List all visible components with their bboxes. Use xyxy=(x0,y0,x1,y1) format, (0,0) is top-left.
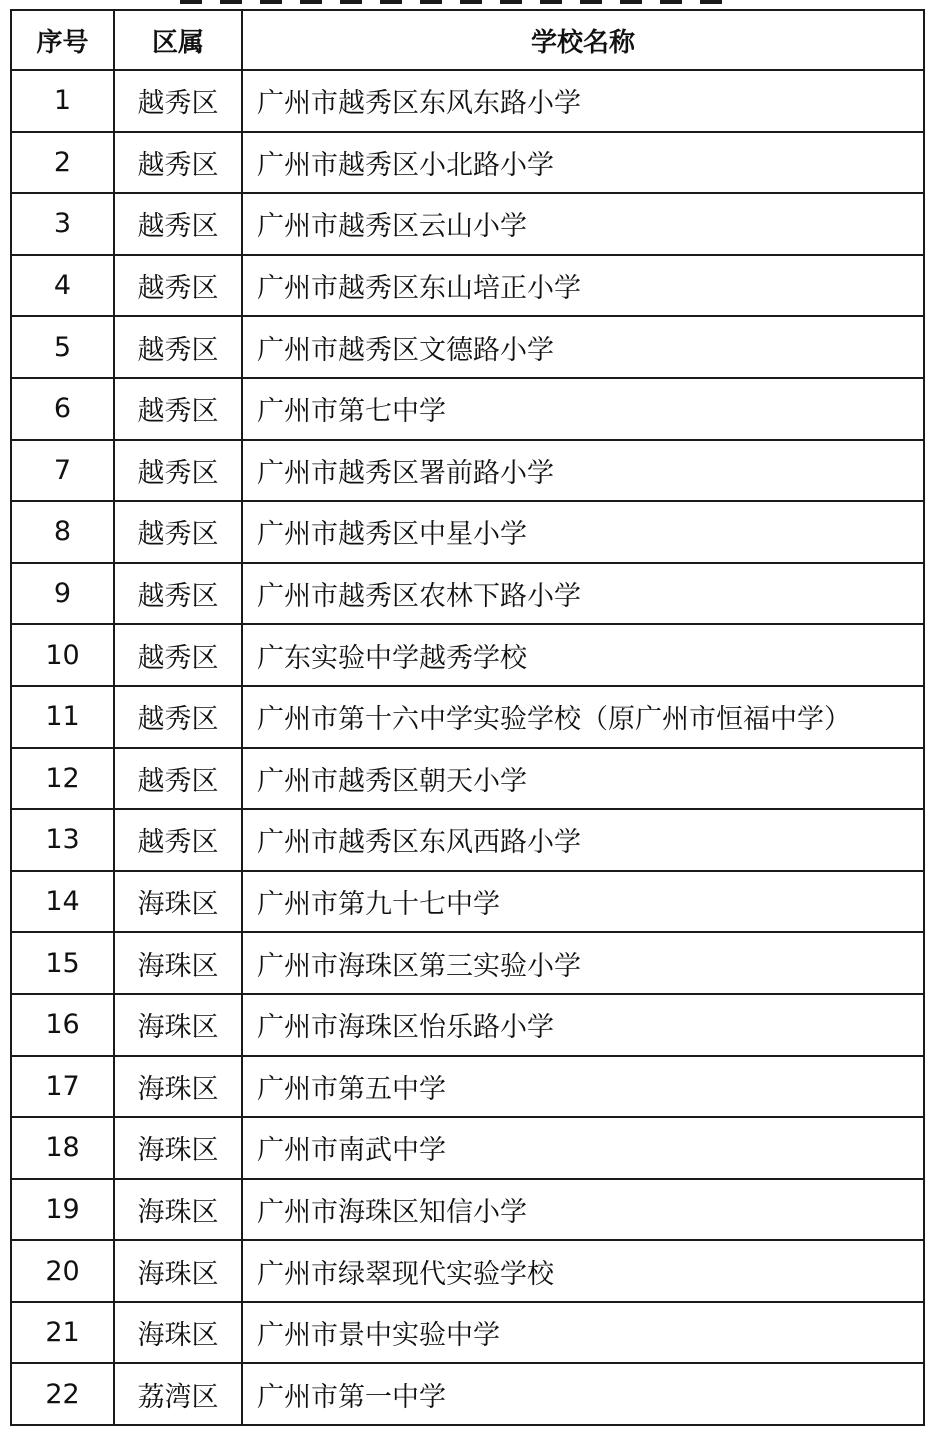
table-row xyxy=(11,440,924,502)
row-district: 越秀区 xyxy=(114,686,242,748)
row-number: 7 xyxy=(11,440,114,502)
row-district: 海珠区 xyxy=(114,932,242,994)
row-district: 越秀区 xyxy=(114,624,242,686)
row-number: 1 xyxy=(11,70,114,132)
row-district: 越秀区 xyxy=(114,132,242,194)
row-district: 海珠区 xyxy=(114,1117,242,1179)
row-school-name: 广州市越秀区中星小学 xyxy=(242,501,924,563)
row-school-name: 广州市越秀区东风西路小学 xyxy=(242,809,924,871)
table-row xyxy=(11,563,924,625)
row-school-name: 广州市越秀区东山培正小学 xyxy=(242,255,924,317)
row-school-name: 广州市海珠区怡乐路小学 xyxy=(242,994,924,1056)
row-district: 越秀区 xyxy=(114,563,242,625)
row-number: 14 xyxy=(11,871,114,933)
row-number: 21 xyxy=(11,1302,114,1364)
row-number: 8 xyxy=(11,501,114,563)
row-school-name: 广州市第五中学 xyxy=(242,1056,924,1118)
row-district: 荔湾区 xyxy=(114,1363,242,1425)
row-number: 5 xyxy=(11,316,114,378)
row-school-name: 广州市越秀区小北路小学 xyxy=(242,132,924,194)
table-row xyxy=(11,871,924,933)
row-district: 海珠区 xyxy=(114,1179,242,1241)
row-number: 9 xyxy=(11,563,114,625)
row-number: 19 xyxy=(11,1179,114,1241)
row-school-name: 广州市越秀区农林下路小学 xyxy=(242,563,924,625)
cropped-heading-fragment xyxy=(180,0,760,4)
row-district: 越秀区 xyxy=(114,809,242,871)
row-school-name: 广州市景中实验中学 xyxy=(242,1302,924,1364)
row-number: 20 xyxy=(11,1240,114,1302)
table-row xyxy=(11,132,924,194)
row-district: 越秀区 xyxy=(114,193,242,255)
row-school-name: 广州市第九十七中学 xyxy=(242,871,924,933)
table-row xyxy=(11,378,924,440)
row-school-name: 广州市越秀区东风东路小学 xyxy=(242,70,924,132)
row-district: 海珠区 xyxy=(114,1056,242,1118)
row-school-name: 广州市南武中学 xyxy=(242,1117,924,1179)
header-district: 区属 xyxy=(114,10,242,70)
table-row xyxy=(11,748,924,810)
table-row xyxy=(11,1302,924,1364)
row-number: 17 xyxy=(11,1056,114,1118)
row-school-name: 广东实验中学越秀学校 xyxy=(242,624,924,686)
row-number: 6 xyxy=(11,378,114,440)
table-row xyxy=(11,809,924,871)
table-row xyxy=(11,70,924,132)
header-school: 学校名称 xyxy=(242,10,924,70)
table-row xyxy=(11,994,924,1056)
row-district: 海珠区 xyxy=(114,871,242,933)
row-number: 12 xyxy=(11,748,114,810)
table-row xyxy=(11,932,924,994)
table-row xyxy=(11,316,924,378)
row-district: 海珠区 xyxy=(114,994,242,1056)
row-district: 越秀区 xyxy=(114,501,242,563)
table-row xyxy=(11,624,924,686)
table-row xyxy=(11,1179,924,1241)
row-school-name: 广州市海珠区第三实验小学 xyxy=(242,932,924,994)
table-row xyxy=(11,1117,924,1179)
row-number: 11 xyxy=(11,686,114,748)
row-district: 越秀区 xyxy=(114,255,242,317)
table-row xyxy=(11,193,924,255)
table-row xyxy=(11,686,924,748)
table-row xyxy=(11,501,924,563)
row-school-name: 广州市越秀区文德路小学 xyxy=(242,316,924,378)
row-district: 越秀区 xyxy=(114,440,242,502)
row-number: 13 xyxy=(11,809,114,871)
table-row xyxy=(11,1056,924,1118)
school-list-table xyxy=(10,9,925,1426)
row-school-name: 广州市第十六中学实验学校（原广州市恒福中学） xyxy=(242,686,924,748)
row-number: 2 xyxy=(11,132,114,194)
row-district: 海珠区 xyxy=(114,1302,242,1364)
row-number: 22 xyxy=(11,1363,114,1425)
row-school-name: 广州市越秀区朝天小学 xyxy=(242,748,924,810)
row-number: 18 xyxy=(11,1117,114,1179)
table-header-row xyxy=(11,10,924,70)
table-row xyxy=(11,1240,924,1302)
row-school-name: 广州市海珠区知信小学 xyxy=(242,1179,924,1241)
row-district: 越秀区 xyxy=(114,316,242,378)
row-school-name: 广州市第一中学 xyxy=(242,1363,924,1425)
row-school-name: 广州市越秀区云山小学 xyxy=(242,193,924,255)
header-num: 序号 xyxy=(11,10,114,70)
row-number: 10 xyxy=(11,624,114,686)
row-number: 4 xyxy=(11,255,114,317)
row-school-name: 广州市越秀区署前路小学 xyxy=(242,440,924,502)
row-number: 3 xyxy=(11,193,114,255)
row-district: 越秀区 xyxy=(114,70,242,132)
table-row xyxy=(11,255,924,317)
row-number: 15 xyxy=(11,932,114,994)
row-school-name: 广州市第七中学 xyxy=(242,378,924,440)
row-district: 越秀区 xyxy=(114,378,242,440)
row-school-name: 广州市绿翠现代实验学校 xyxy=(242,1240,924,1302)
table-row xyxy=(11,1363,924,1425)
row-number: 16 xyxy=(11,994,114,1056)
row-district: 海珠区 xyxy=(114,1240,242,1302)
row-district: 越秀区 xyxy=(114,748,242,810)
